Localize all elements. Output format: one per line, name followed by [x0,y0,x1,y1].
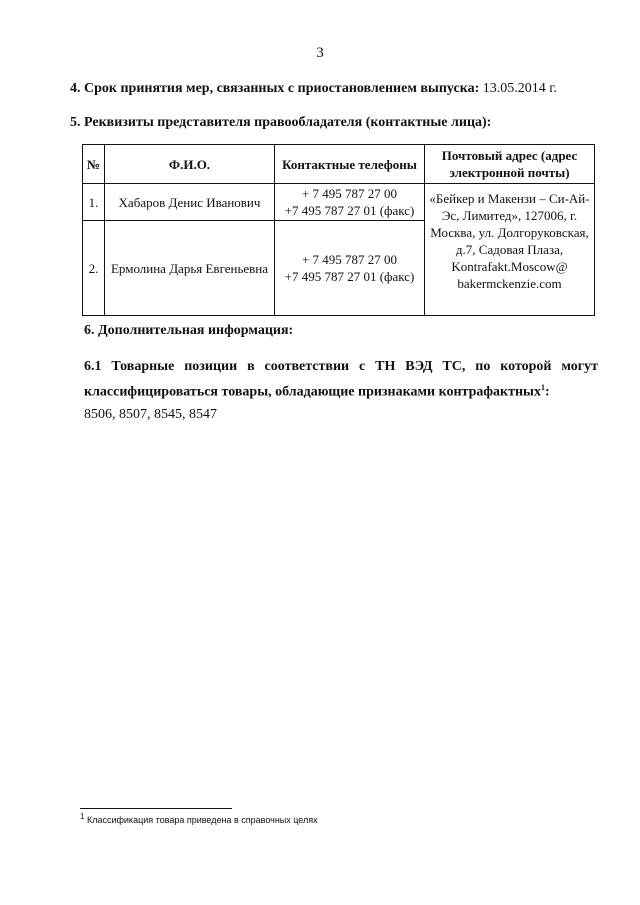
fax: +7 495 787 27 01 (факс) [284,203,415,218]
table-row [83,184,595,221]
tnved-codes: 8506, 8507, 8545, 8547 [84,407,217,422]
fax: +7 495 787 27 01 (факс) [284,269,415,284]
section-6-label: 6. Дополнительная информация: [84,323,294,338]
row-number: 2. [83,221,105,316]
section-4-date: 13.05.2014 г. [482,81,557,96]
contact-phones [275,221,425,316]
contact-name: Ермолина Дарья Евгеньевна [105,221,275,316]
section-6-1-text [84,356,598,403]
contact-phones [275,184,425,221]
footnote-ref: 1 [541,383,545,392]
section-6-1-colon: : [545,384,550,400]
footnote [80,812,318,825]
postal-address: «Бейкер и Макензи – Си-Ай-Эс, Лимитед», 127006, г. Москва, ул. Долгоруковская, д.7, Садовая Плаза, Kontrafakt.Moscow@ bakermckenzie.com [425,184,595,316]
phone: + 7 495 787 27 00 [301,252,398,267]
footnote-text: Классификация товара приведена в справочных целях [86,815,318,825]
footnote-mark: 1 [80,812,85,821]
header-address: Почтовый адрес (адрес электронной почты) [425,145,595,184]
section-4 [70,81,600,97]
header-num: № [83,145,105,184]
header-name: Ф.И.О. [105,145,275,184]
row-number: 1. [83,184,105,221]
section-4-label: 4. Срок принятия мер, связанных с приостановлением выпуска: [70,81,480,96]
table-header-row [83,145,595,184]
phone: + 7 495 787 27 00 [301,186,398,201]
header-phones: Контактные телефоны [275,145,425,184]
section-6-1-body: 6.1 Товарные позиции в соответствии с ТН ВЭД ТС, по которой могут классифицироваться товары, обладающие признаками контрафактных [84,359,598,400]
footnote-divider [80,808,232,809]
page-number: 3 [316,45,324,61]
section-5-label: 5. Реквизиты представителя правообладателя (контактные лица): [70,115,492,130]
contact-name: Хабаров Денис Иванович [105,184,275,221]
contacts-table [82,144,595,316]
